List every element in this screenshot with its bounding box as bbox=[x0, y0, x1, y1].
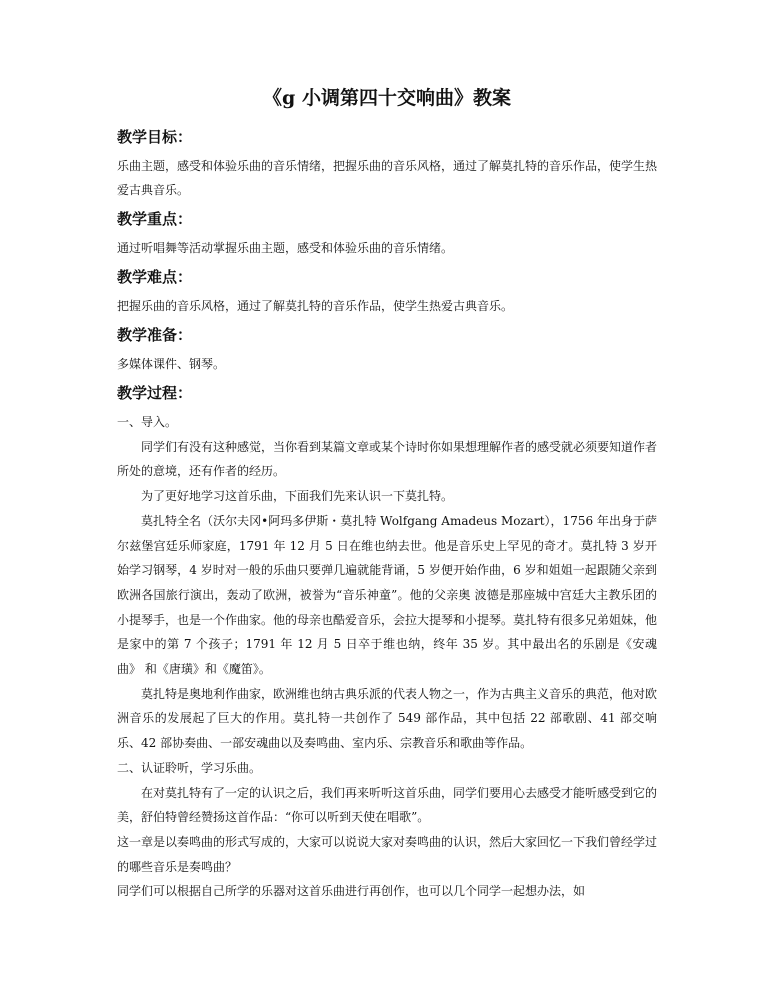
process-step-heading-listening: 二、认证聆听，学习乐曲。 bbox=[117, 760, 262, 775]
process-paragraph: 同学们有没有这种感觉，当你看到某篇文章或某个诗时你如果想理解作者的感受就必须要知道作者所处的意境，还有作者的经历。 bbox=[117, 439, 658, 479]
section-text-difficulties: 把握乐曲的音乐风格，通过了解莫扎特的音乐作品，使学生热爱古典音乐。 bbox=[117, 299, 514, 313]
process-paragraph-mozart-works: 莫扎特是奥地利作曲家，欧洲维也纳古典乐派的代表人物之一，作为古典主义音乐的典范，他对欧洲音乐的发展起了巨大的作用。莫扎特一共创作了 549 部作品，其中包括 22 部歌剧、41 部交响乐、42 部协奏曲、一部安魂曲以及奏鸣曲、室内乐、宗教音乐和歌曲等作品。 bbox=[117, 686, 658, 751]
section-text-goals: 乐曲主题，感受和体验乐曲的音乐情绪，把握乐曲的音乐风格，通过了解莫扎特的音乐作品，使学生热爱古典音乐。 bbox=[117, 159, 658, 197]
section-heading-process: 教学过程： bbox=[117, 384, 193, 402]
section-heading-key-points: 教学重点： bbox=[117, 210, 193, 228]
process-paragraph-mozart-bio: 莫扎特全名（沃尔夫冈•阿玛多伊斯・莫扎特 Wolfgang Amadeus Mozart），1756 年出身于萨尔兹堡宫廷乐师家庭，1791 年 12 月 5 日在维也纳去世。他是音乐史上罕见的奇才。莫扎特 3 岁开始学习钢琴，4 岁时对一般的乐曲只要弹几遍就能背诵，5 岁便开始作曲，6 岁和姐姐一起跟随父亲到欧洲各国旅行演出，轰动了欧洲，被誉为“音乐神童”。他的父亲奥 波德是那座城中宫廷大主教乐团的小提琴手，也是一个作曲家。他的母亲也酷爱音乐，会拉大提琴和小提琴。莫扎特有很多兄弟姐妹，他是家中的第 7 个孩子；1791 年 12 月 5 日卒于维也纳，终年 35 岁。其中最出名的乐剧是《安魂曲》 和《唐璜》和《魔笛》。 bbox=[117, 513, 658, 677]
section-text-preparation: 多媒体课件、钢琴。 bbox=[117, 357, 226, 371]
section-heading-preparation: 教学准备： bbox=[117, 326, 193, 344]
section-text-key-points: 通过听唱舞等活动掌握乐曲主题，感受和体验乐曲的音乐情绪。 bbox=[117, 241, 454, 255]
process-paragraph: 为了更好地学习这首乐曲，下面我们先来认识一下莫扎特。 bbox=[141, 489, 454, 504]
document-title: 《g 小调第四十交响曲》教案 bbox=[263, 87, 511, 109]
process-step-heading-intro: 一、导入。 bbox=[117, 415, 178, 429]
process-paragraph: 同学们可以根据自己所学的乐器对这首乐曲进行再创作，也可以几个同学一起想办法，如 bbox=[117, 884, 586, 899]
process-paragraph: 这一章是以奏鸣曲的形式写成的，大家可以说说大家对奏鸣曲的认识，然后大家回忆一下我们曾经学过的哪些音乐是奏鸣曲？ bbox=[117, 834, 658, 874]
document-page bbox=[117, 84, 657, 904]
section-heading-goals: 教学目标： bbox=[117, 128, 193, 146]
section-heading-difficulties: 教学难点： bbox=[117, 268, 193, 286]
process-paragraph: 在对莫扎特有了一定的认识之后，我们再来听听这首乐曲，同学们要用心去感受才能听感受到它的美，舒伯特曾经赞扬这首作品：“你可以听到天使在唱歌”。 bbox=[117, 785, 658, 825]
